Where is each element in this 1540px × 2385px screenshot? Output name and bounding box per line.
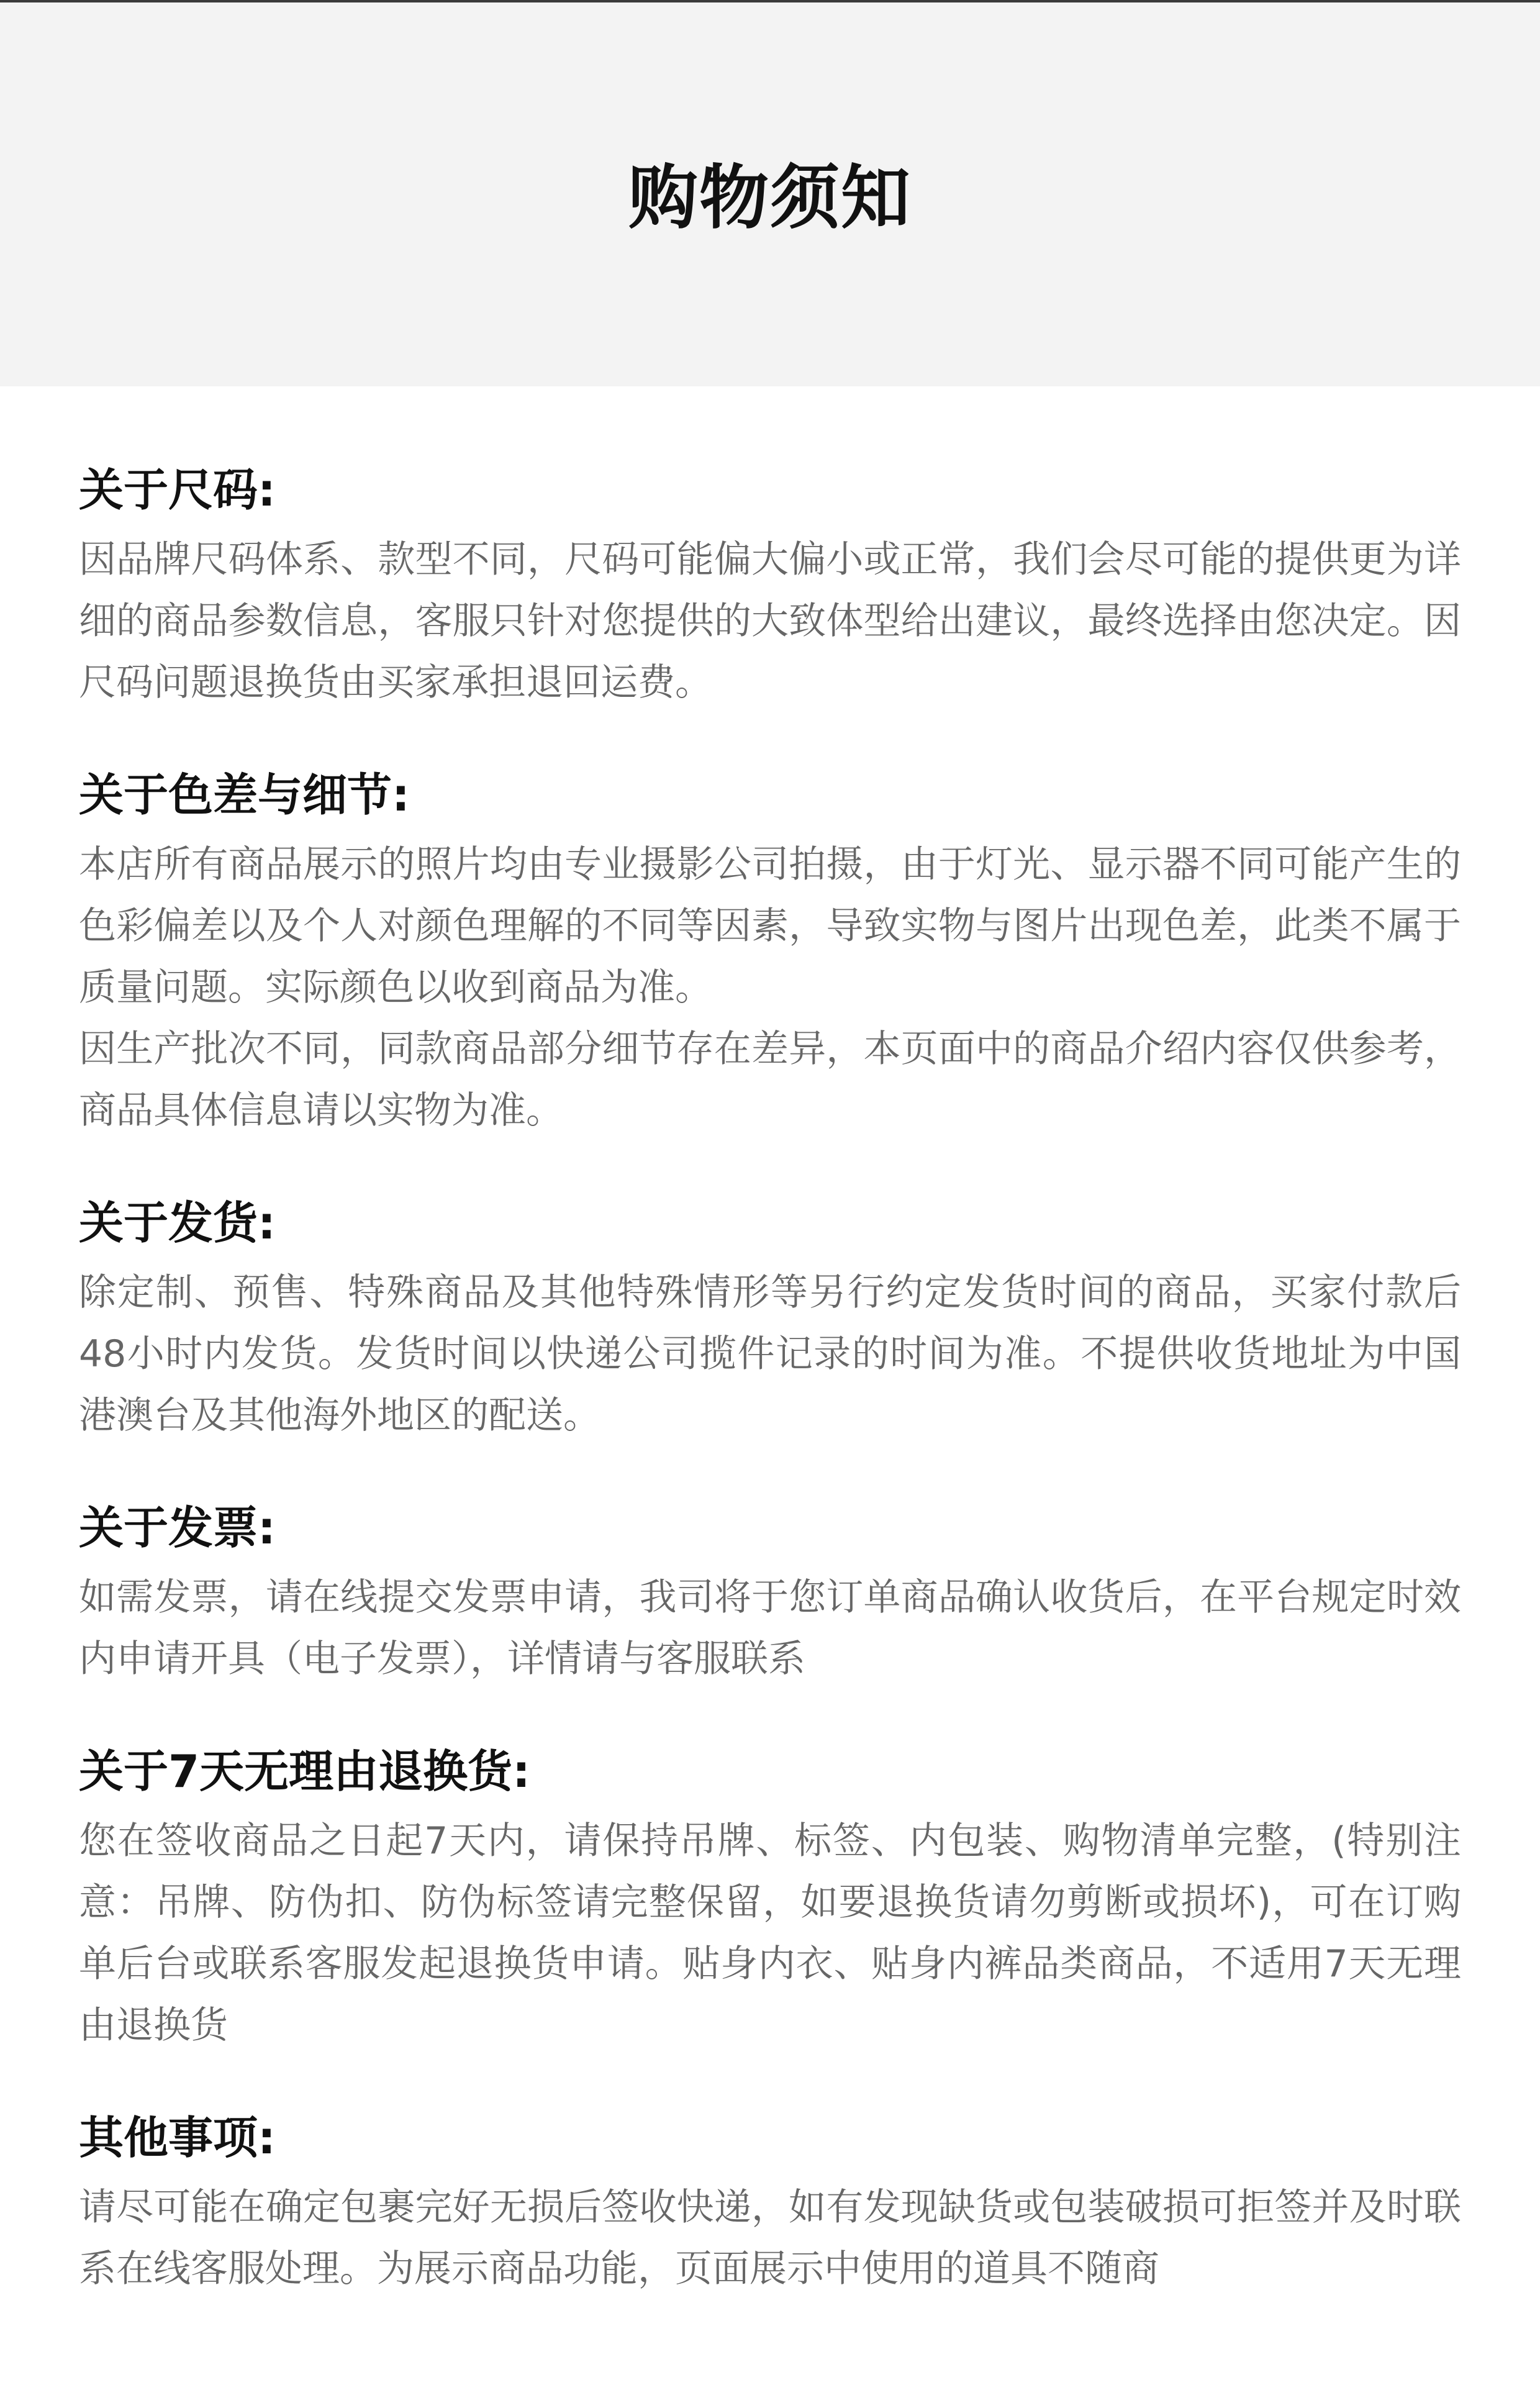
section-heading: 关于色差与细节: [79, 769, 410, 821]
section-paragraph: 如需发票，请在线提交发票申请，我司将于您订单商品确认收货后，在平台规定时效内申请开具（电子发票），详情请与客服联系 [79, 1576, 1461, 1681]
section-returns [79, 1737, 1461, 2056]
section-body [79, 1567, 1461, 1690]
section-heading: 关于发货: [79, 1197, 276, 1249]
notice-content [79, 456, 1461, 2347]
section-color-detail [79, 761, 1461, 1142]
section-body [79, 834, 1461, 1142]
section-paragraph: 除定制、预售、特殊商品及其他特殊情形等另行约定发货时间的商品，买家付款后48小时内发货。发货时间以快递公司揽件记录的时间为准。不提供收货地址为中国港澳台及其他海外地区的配送。 [79, 1271, 1461, 1437]
section-paragraph: 因品牌尺码体系、款型不同，尺码可能偏大偏小或正常，我们会尽可能的提供更为详细的商品参数信息，客服只针对您提供的大致体型给出建议，最终选择由您决定。因尺码问题退换货由买家承担退回运费。 [79, 538, 1461, 704]
section-other [79, 2104, 1461, 2300]
section-heading: 关于发票: [79, 1502, 276, 1554]
section-heading: 关于尺码: [79, 464, 276, 516]
section-body [79, 1810, 1461, 2056]
page-header [0, 2, 1540, 386]
section-paragraph: 因生产批次不同，同款商品部分细节存在差异，本页面中的商品介绍内容仅供参考，商品具体信息请以实物为准。 [79, 1027, 1461, 1132]
section-paragraph: 本店所有商品展示的照片均由专业摄影公司拍摄，由于灯光、显示器不同可能产生的色彩偏差以及个人对颜色理解的不同等因素，导致实物与图片出现色差，此类不属于质量问题。实际颜色以收到商品为准。 [79, 843, 1461, 1009]
section-body [79, 1262, 1461, 1447]
section-body [79, 529, 1461, 714]
section-heading: 关于7天无理由退换货: [79, 1745, 530, 1797]
section-heading: 其他事项: [79, 2112, 276, 2164]
section-invoice [79, 1494, 1461, 1690]
section-paragraph: 请尽可能在确定包裹完好无损后签收快递，如有发现缺货或包装破损可拒签并及时联系在线客服处理。为展示商品功能，页面展示中使用的道具不随商 [79, 2186, 1461, 2291]
section-size [79, 456, 1461, 714]
section-paragraph: 您在签收商品之日起7天内，请保持吊牌、标签、内包装、购物清单完整，(特别注意：吊牌、防伪扣、防伪标签请完整保留，如要退换货请勿剪断或损坏)，可在订购单后台或联系客服发起退换货申请。贴身内衣、贴身内裤品类商品，不适用7天无理由退换货 [79, 1819, 1461, 2047]
page-title: 购物须知 [628, 158, 912, 238]
section-shipping [79, 1189, 1461, 1447]
section-body [79, 2177, 1461, 2300]
